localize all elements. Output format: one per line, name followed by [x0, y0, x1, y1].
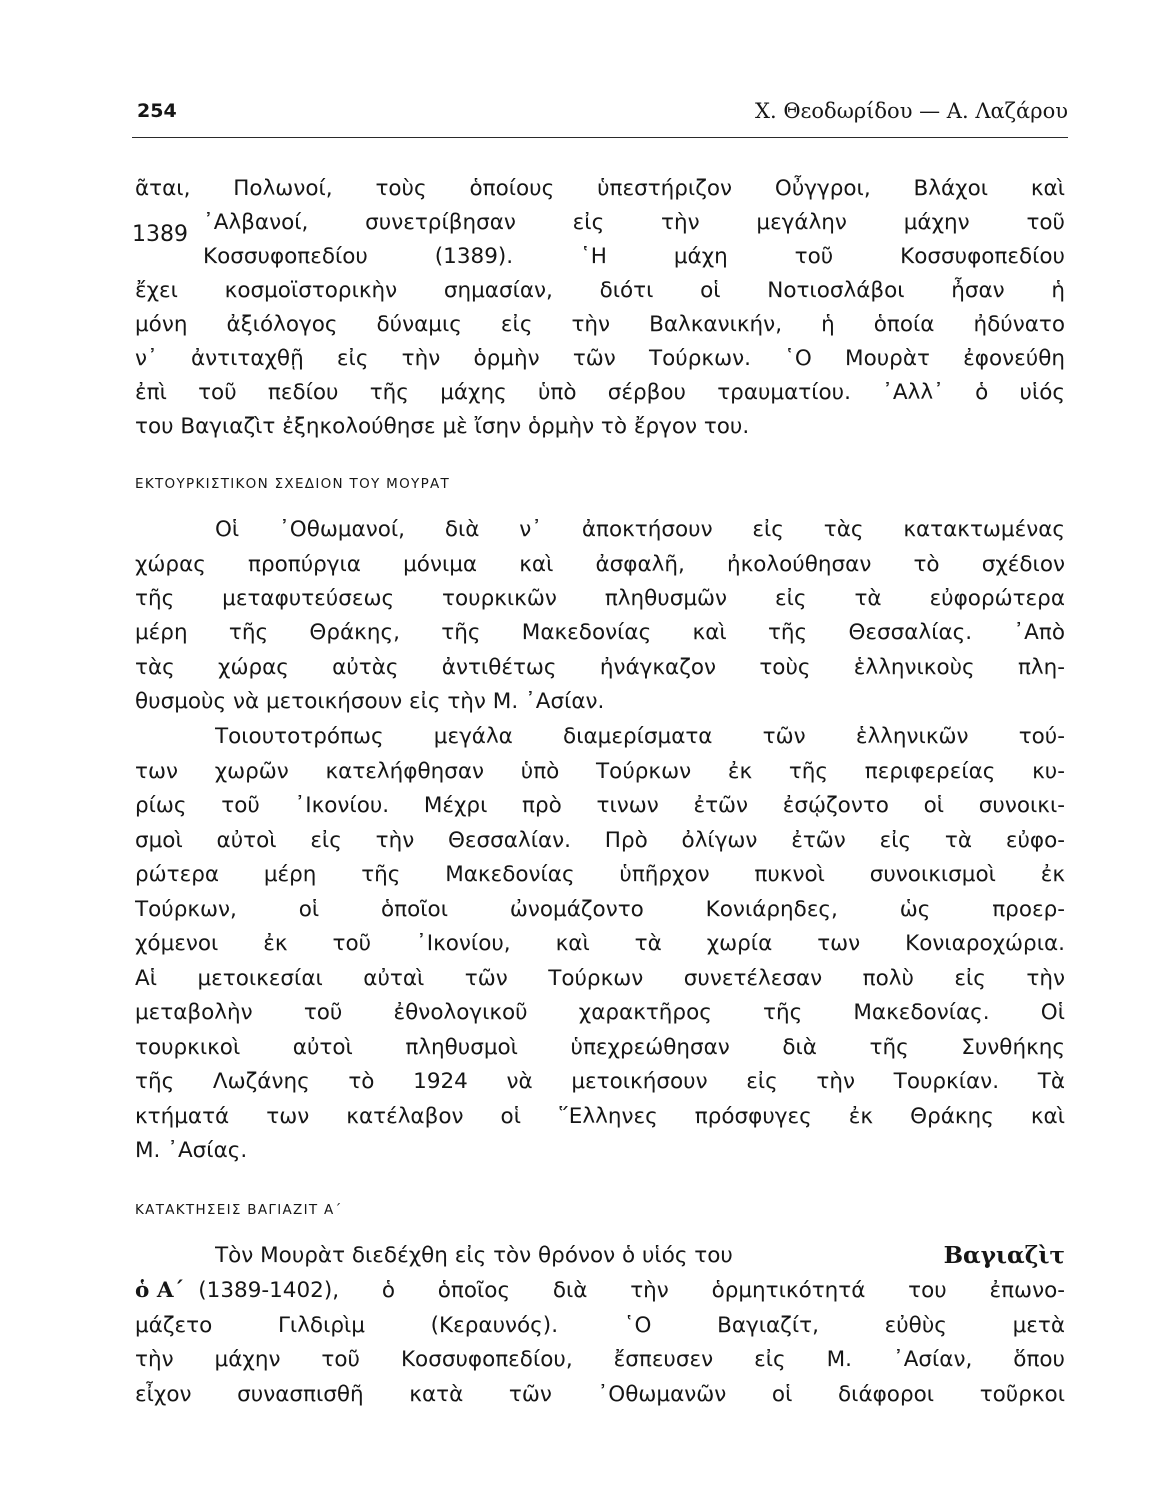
- text-line: θυσμοὺς νὰ μετοικήσουν εἰς τὴν Μ. ᾽Ασίαν.: [135, 689, 605, 714]
- text-run: (1389-1402), ὁ ὁποῖος διὰ τὴν ὁρμητικότητά του ἐπωνο-: [198, 1278, 1065, 1303]
- page-number: 254: [137, 100, 177, 122]
- text-line: ν᾽ ἀντιταχθῇ εἰς τὴν ὁρμὴν τῶν Τούρκων. ῾Ο Μουρὰτ ἐφονεύθη: [135, 346, 1065, 371]
- text-line: μέρη τῆς Θράκης, τῆς Μακεδονίας καὶ τῆς Θεσσαλίας. ᾽Απὸ: [135, 620, 1065, 645]
- text-line: εἶχον συνασπισθῆ κατὰ τῶν ᾽Οθωμανῶν οἱ διάφοροι τοῦρκοι: [135, 1382, 1065, 1407]
- section-heading: ΚΑΤΑΚΤΗΣΕΙΣ ΒΑΓΙΑΖΙΤ Α΄: [135, 1202, 343, 1218]
- text-line: τῆς Λωζάνης τὸ 1924 νὰ μετοικήσουν εἰς τὴν Τουρκίαν. Τὰ: [135, 1069, 1065, 1094]
- margin-note-year: 1389: [132, 222, 188, 247]
- text-line: τὴν μάχην τοῦ Κοσσυφοπεδίου, ἔσπευσεν εἰς Μ. ᾽Ασίαν, ὅπου: [135, 1347, 1065, 1372]
- ruler-name: Βαγιαζὶτ: [943, 1242, 1065, 1269]
- text-line: ἔχει κοσμοϊστορικὴν σημασίαν, διότι οἱ Νοτιοσλάβοι ἦσαν ἡ: [135, 278, 1065, 303]
- text-line: Κοσσυφοπεδίου (1389). ῾Η μάχη τοῦ Κοσσυφοπεδίου: [203, 244, 1065, 269]
- text-line: Μ. ᾽Ασίας.: [135, 1138, 248, 1163]
- text-line: τὰς χώρας αὐτὰς ἀντιθέτως ἠνάγκαζον τοὺς ἑλληνικοὺς πλη-: [135, 655, 1065, 680]
- text-line: των χωρῶν κατελήφθησαν ὑπὸ Τούρκων ἐκ τῆς περιφερείας κυ-: [135, 759, 1065, 784]
- ruler-title: ὁ Α΄: [135, 1278, 185, 1303]
- text-line: ρώτερα μέρη τῆς Μακεδονίας ὑπῆρχον πυκνοὶ συνοικισμοὶ ἐκ: [135, 862, 1065, 887]
- text-line: μεταβολὴν τοῦ ἐθνολογικοῦ χαρακτῆρος τῆς Μακεδονίας. Οἱ: [135, 1000, 1065, 1025]
- text-line: χόμενοι ἐκ τοῦ ᾽Ικονίου, καὶ τὰ χωρία των Κονιαροχώρια.: [135, 931, 1065, 956]
- text-line: μάζετο Γιλδιρὶμ (Κεραυνός). ῾Ο Βαγιαζίτ, εὐθὺς μετὰ: [135, 1313, 1065, 1338]
- text-line: του Βαγιαζὶτ ἐξηκολούθησε μὲ ἴσην ὁρμὴν τὸ ἔργον του.: [135, 414, 750, 439]
- header-rule: [132, 137, 1068, 138]
- text-line: τουρκικοὶ αὐτοὶ πληθυσμοὶ ὑπεχρεώθησαν διὰ τῆς Συνθήκης: [135, 1035, 1065, 1060]
- text-line: σμοὶ αὐτοὶ εἰς τὴν Θεσσαλίαν. Πρὸ ὀλίγων ἐτῶν εἰς τὰ εὐφο-: [135, 828, 1065, 853]
- text-line: [135, 1274, 1065, 1308]
- text-line: Οἱ ᾽Οθωμανοί, διὰ ν᾽ ἀποκτήσουν εἰς τὰς κατακτωμένας: [215, 517, 1065, 542]
- text-run: Τὸν Μουρὰτ διεδέχθη εἰς τὸν θρόνον ὁ υἱός του: [215, 1243, 733, 1268]
- text-line: Αἱ μετοικεσίαι αὐταὶ τῶν Τούρκων συνετέλεσαν πολὺ εἰς τὴν: [135, 966, 1065, 991]
- text-line: Τούρκων, οἱ ὁποῖοι ὠνομάζοντο Κονιάρηδες, ὡς προερ-: [135, 897, 1065, 922]
- text-line: ἐπὶ τοῦ πεδίου τῆς μάχης ὑπὸ σέρβου τραυματίου. ᾽Αλλ᾽ ὁ υἱός: [135, 380, 1065, 405]
- text-line: [215, 1239, 1065, 1273]
- text-line: ρίως τοῦ ᾽Ικονίου. Μέχρι πρὸ τινων ἐτῶν ἐσῴζοντο οἱ συνοικι-: [135, 793, 1065, 818]
- text-line: ᾽Αλβανοί, συνετρίβησαν εἰς τὴν μεγάλην μάχην τοῦ: [203, 210, 1065, 235]
- running-head: Χ. Θεοδωρίδου — Α. Λαζάρου: [755, 99, 1068, 123]
- text-line: Τοιουτοτρόπως μεγάλα διαμερίσματα τῶν ἑλληνικῶν τού-: [215, 724, 1065, 749]
- text-line: κτήματά των κατέλαβον οἱ ῞Ελληνες πρόσφυγες ἐκ Θράκης καὶ: [135, 1104, 1065, 1129]
- section-heading: ΕΚΤΟΥΡΚΙΣΤΙΚΟΝ ΣΧΕΔΙΟΝ ΤΟΥ ΜΟΥΡΑΤ: [135, 476, 451, 492]
- text-line: χώρας προπύργια μόνιμα καὶ ἀσφαλῆ, ἠκολούθησαν τὸ σχέδιον: [135, 552, 1065, 577]
- text-line: μόνη ἀξιόλογος δύναμις εἰς τὴν Βαλκανικήν, ἡ ὁποία ἠδύνατο: [135, 312, 1065, 337]
- text-line: τῆς μεταφυτεύσεως τουρκικῶν πληθυσμῶν εἰς τὰ εὐφορώτερα: [135, 586, 1065, 611]
- text-line: ᾶται, Πολωνοί, τοὺς ὁποίους ὑπεστήριζον Οὖγγροι, Βλάχοι καὶ: [135, 176, 1065, 201]
